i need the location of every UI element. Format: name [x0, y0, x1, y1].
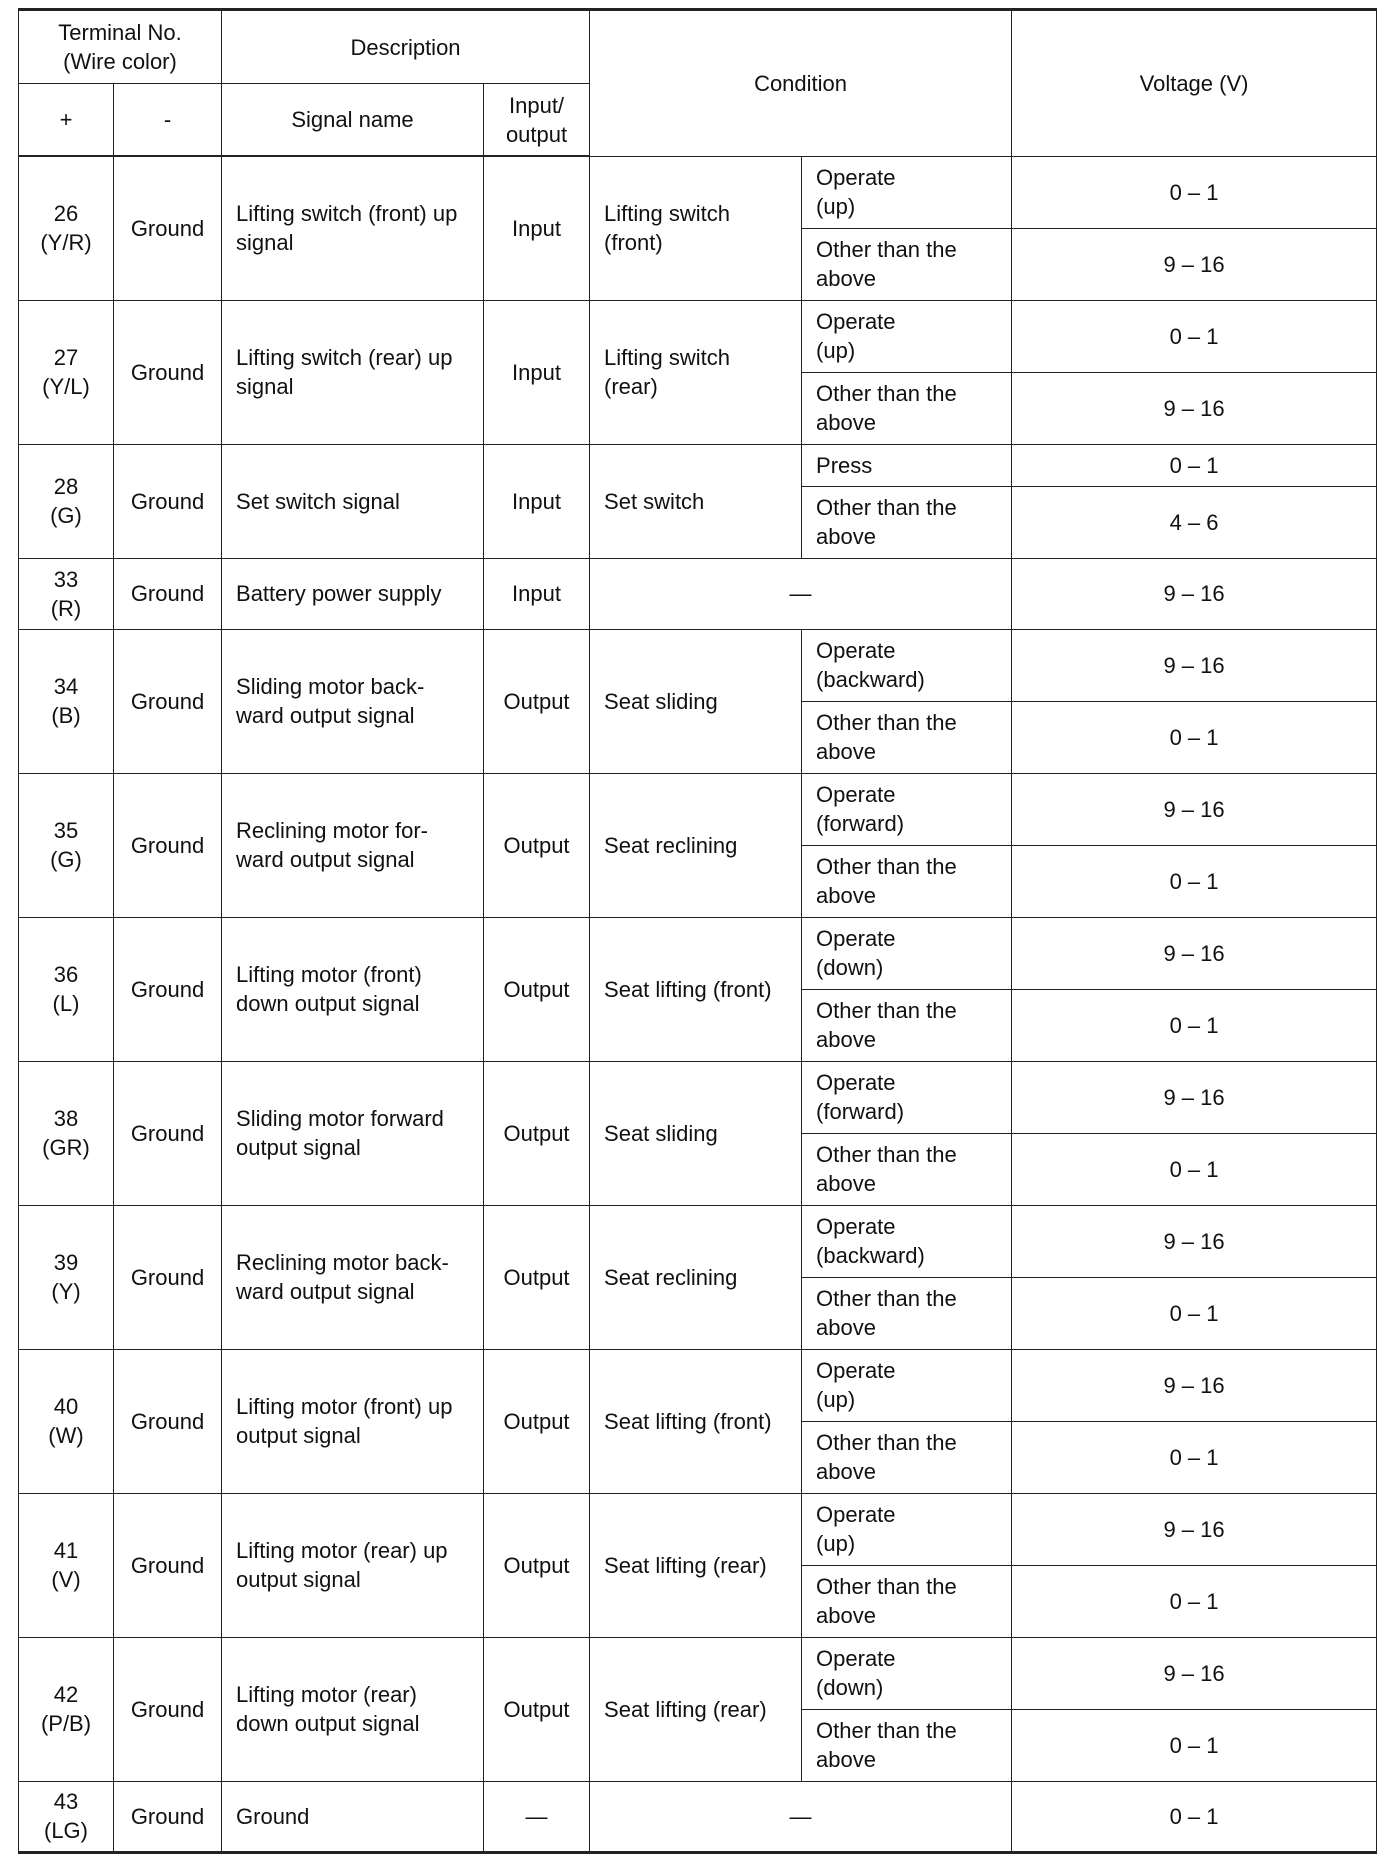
- table-row: [19, 156, 1377, 228]
- condition-state-cell: Other than the above: [802, 1277, 1012, 1349]
- terminal-spec-sheet: [18, 8, 1376, 1854]
- input-output-cell: Output: [484, 1637, 590, 1781]
- terminal-minus-cell: Ground: [114, 1493, 222, 1637]
- signal-name-cell: Lifting motor (front) up output signal: [222, 1349, 484, 1493]
- input-output-cell: Input: [484, 444, 590, 558]
- signal-name-cell: Battery power supply: [222, 558, 484, 629]
- terminal-plus-cell: 28 (G): [19, 444, 114, 558]
- condition-state-cell: Operate (backward): [802, 629, 1012, 701]
- input-output-cell: Output: [484, 917, 590, 1061]
- table-row: [19, 1061, 1377, 1133]
- terminal-minus-cell: Ground: [114, 444, 222, 558]
- signal-name-cell: Sliding motor forward output signal: [222, 1061, 484, 1205]
- condition-state-cell: Other than the above: [802, 372, 1012, 444]
- input-output-cell: Output: [484, 1061, 590, 1205]
- condition-cell: Seat lifting (front): [590, 917, 802, 1061]
- condition-state-cell: Other than the above: [802, 845, 1012, 917]
- terminal-plus-cell: 34 (B): [19, 629, 114, 773]
- condition-state-cell: Operate (backward): [802, 1205, 1012, 1277]
- signal-name-cell: Set switch signal: [222, 444, 484, 558]
- table-header: [19, 10, 1377, 157]
- signal-name-cell: Lifting switch (rear) up signal: [222, 300, 484, 444]
- condition-cell: Set switch: [590, 444, 802, 558]
- voltage-cell: 0 – 1: [1012, 989, 1377, 1061]
- input-output-cell: Output: [484, 1205, 590, 1349]
- voltage-cell: 0 – 1: [1012, 156, 1377, 228]
- voltage-cell: 9 – 16: [1012, 1061, 1377, 1133]
- table-row: [19, 1781, 1377, 1852]
- table-row: [19, 917, 1377, 989]
- condition-state-cell: Operate (up): [802, 1493, 1012, 1565]
- input-output-cell: Input: [484, 156, 590, 300]
- input-output-cell: Input: [484, 300, 590, 444]
- table-body: [19, 156, 1377, 1852]
- condition-state-cell: Other than the above: [802, 1421, 1012, 1493]
- condition-cell: Lifting switch (rear): [590, 300, 802, 444]
- header-condition: Condition: [590, 10, 1012, 157]
- voltage-cell: 0 – 1: [1012, 845, 1377, 917]
- table-row: [19, 1349, 1377, 1421]
- terminal-minus-cell: Ground: [114, 156, 222, 300]
- table-row: [19, 773, 1377, 845]
- header-description: Description: [222, 10, 590, 84]
- voltage-cell: 9 – 16: [1012, 1493, 1377, 1565]
- condition-state-cell: Operate (up): [802, 156, 1012, 228]
- condition-cell: Seat lifting (front): [590, 1349, 802, 1493]
- terminal-plus-cell: 40 (W): [19, 1349, 114, 1493]
- table-row: [19, 1205, 1377, 1277]
- voltage-cell: 9 – 16: [1012, 917, 1377, 989]
- voltage-cell: 9 – 16: [1012, 372, 1377, 444]
- condition-state-cell: Operate (down): [802, 917, 1012, 989]
- condition-state-cell: Other than the above: [802, 1565, 1012, 1637]
- condition-state-cell: Operate (down): [802, 1637, 1012, 1709]
- table-row: [19, 444, 1377, 486]
- condition-cell: —: [590, 1781, 1012, 1852]
- terminal-table: [18, 8, 1377, 1854]
- condition-cell: Seat reclining: [590, 773, 802, 917]
- terminal-plus-cell: 26 (Y/R): [19, 156, 114, 300]
- terminal-plus-cell: 33 (R): [19, 558, 114, 629]
- condition-state-cell: Other than the above: [802, 486, 1012, 558]
- signal-name-cell: Lifting motor (rear) up output signal: [222, 1493, 484, 1637]
- condition-state-cell: Operate (forward): [802, 773, 1012, 845]
- input-output-cell: —: [484, 1781, 590, 1852]
- header-minus: -: [114, 84, 222, 157]
- voltage-cell: 9 – 16: [1012, 629, 1377, 701]
- condition-state-cell: Press: [802, 444, 1012, 486]
- terminal-plus-cell: 39 (Y): [19, 1205, 114, 1349]
- voltage-cell: 0 – 1: [1012, 1277, 1377, 1349]
- input-output-cell: Input: [484, 558, 590, 629]
- terminal-minus-cell: Ground: [114, 773, 222, 917]
- voltage-cell: 0 – 1: [1012, 300, 1377, 372]
- voltage-cell: 0 – 1: [1012, 1565, 1377, 1637]
- input-output-cell: Output: [484, 773, 590, 917]
- table-row: [19, 629, 1377, 701]
- voltage-cell: 9 – 16: [1012, 773, 1377, 845]
- terminal-plus-cell: 42 (P/B): [19, 1637, 114, 1781]
- terminal-plus-cell: 36 (L): [19, 917, 114, 1061]
- terminal-plus-cell: 35 (G): [19, 773, 114, 917]
- condition-state-cell: Other than the above: [802, 1133, 1012, 1205]
- terminal-minus-cell: Ground: [114, 1349, 222, 1493]
- signal-name-cell: Reclining motor for- ward output signal: [222, 773, 484, 917]
- voltage-cell: 9 – 16: [1012, 1205, 1377, 1277]
- terminal-minus-cell: Ground: [114, 917, 222, 1061]
- condition-cell: Seat lifting (rear): [590, 1637, 802, 1781]
- signal-name-cell: Lifting motor (rear) down output signal: [222, 1637, 484, 1781]
- condition-cell: Lifting switch (front): [590, 156, 802, 300]
- table-row: [19, 300, 1377, 372]
- voltage-cell: 0 – 1: [1012, 701, 1377, 773]
- voltage-cell: 9 – 16: [1012, 558, 1377, 629]
- condition-cell: Seat reclining: [590, 1205, 802, 1349]
- condition-cell: Seat sliding: [590, 1061, 802, 1205]
- header-plus: +: [19, 84, 114, 157]
- header-terminal: Terminal No. (Wire color): [19, 10, 222, 84]
- condition-state-cell: Other than the above: [802, 989, 1012, 1061]
- voltage-cell: 9 – 16: [1012, 1637, 1377, 1709]
- condition-cell: Seat lifting (rear): [590, 1493, 802, 1637]
- terminal-plus-cell: 43 (LG): [19, 1781, 114, 1852]
- terminal-minus-cell: Ground: [114, 1061, 222, 1205]
- input-output-cell: Output: [484, 1493, 590, 1637]
- input-output-cell: Output: [484, 629, 590, 773]
- voltage-cell: 9 – 16: [1012, 1349, 1377, 1421]
- input-output-cell: Output: [484, 1349, 590, 1493]
- condition-state-cell: Operate (forward): [802, 1061, 1012, 1133]
- condition-state-cell: Other than the above: [802, 1709, 1012, 1781]
- signal-name-cell: Ground: [222, 1781, 484, 1852]
- header-input-output: Input/ output: [484, 84, 590, 157]
- voltage-cell: 4 – 6: [1012, 486, 1377, 558]
- condition-state-cell: Operate (up): [802, 1349, 1012, 1421]
- condition-cell: Seat sliding: [590, 629, 802, 773]
- signal-name-cell: Lifting motor (front) down output signal: [222, 917, 484, 1061]
- voltage-cell: 0 – 1: [1012, 1133, 1377, 1205]
- terminal-plus-cell: 38 (GR): [19, 1061, 114, 1205]
- table-row: [19, 1637, 1377, 1709]
- voltage-cell: 9 – 16: [1012, 228, 1377, 300]
- signal-name-cell: Reclining motor back- ward output signal: [222, 1205, 484, 1349]
- terminal-minus-cell: Ground: [114, 629, 222, 773]
- terminal-minus-cell: Ground: [114, 558, 222, 629]
- terminal-plus-cell: 27 (Y/L): [19, 300, 114, 444]
- terminal-minus-cell: Ground: [114, 300, 222, 444]
- condition-state-cell: Other than the above: [802, 701, 1012, 773]
- voltage-cell: 0 – 1: [1012, 1781, 1377, 1852]
- condition-state-cell: Other than the above: [802, 228, 1012, 300]
- terminal-plus-cell: 41 (V): [19, 1493, 114, 1637]
- condition-cell: —: [590, 558, 1012, 629]
- header-voltage: Voltage (V): [1012, 10, 1377, 157]
- condition-state-cell: Operate (up): [802, 300, 1012, 372]
- header-signal-name: Signal name: [222, 84, 484, 157]
- signal-name-cell: Lifting switch (front) up signal: [222, 156, 484, 300]
- terminal-minus-cell: Ground: [114, 1205, 222, 1349]
- table-row: [19, 1493, 1377, 1565]
- voltage-cell: 0 – 1: [1012, 444, 1377, 486]
- signal-name-cell: Sliding motor back- ward output signal: [222, 629, 484, 773]
- table-row: [19, 558, 1377, 629]
- voltage-cell: 0 – 1: [1012, 1421, 1377, 1493]
- terminal-minus-cell: Ground: [114, 1637, 222, 1781]
- voltage-cell: 0 – 1: [1012, 1709, 1377, 1781]
- terminal-minus-cell: Ground: [114, 1781, 222, 1852]
